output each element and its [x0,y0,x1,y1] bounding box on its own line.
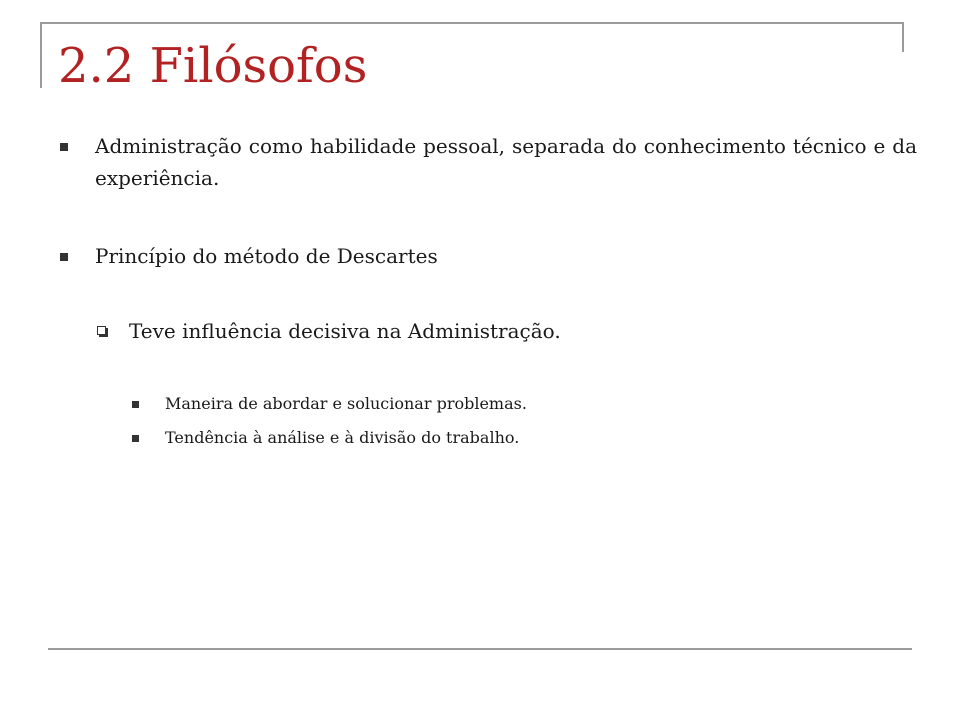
bullet-square-icon [132,435,139,442]
sub-bullet-text-1: Teve influência decisiva na Administração. [129,319,561,343]
hollow-square-bullet-icon [97,326,106,335]
bullet-text-2: Princípio do método de Descartes [95,244,438,268]
bullet-square-icon [132,401,139,408]
left-rule [40,22,42,88]
bottom-rule [48,648,912,650]
top-rule [40,22,904,24]
sub-sub-bullet-text-2: Tendência à análise e à divisão do trabalho. [165,428,520,447]
bullet-square-icon [60,253,68,261]
bullet-text-1: Administração como habilidade pessoal, separada do conhecimento técnico e da experiência. [95,134,917,190]
sub-sub-bullet-text-1: Maneira de abordar e solucionar problemas. [165,394,527,413]
right-rule [902,22,904,52]
slide-title: 2.2 Filósofos [58,38,368,94]
bullet-square-icon [60,143,68,151]
